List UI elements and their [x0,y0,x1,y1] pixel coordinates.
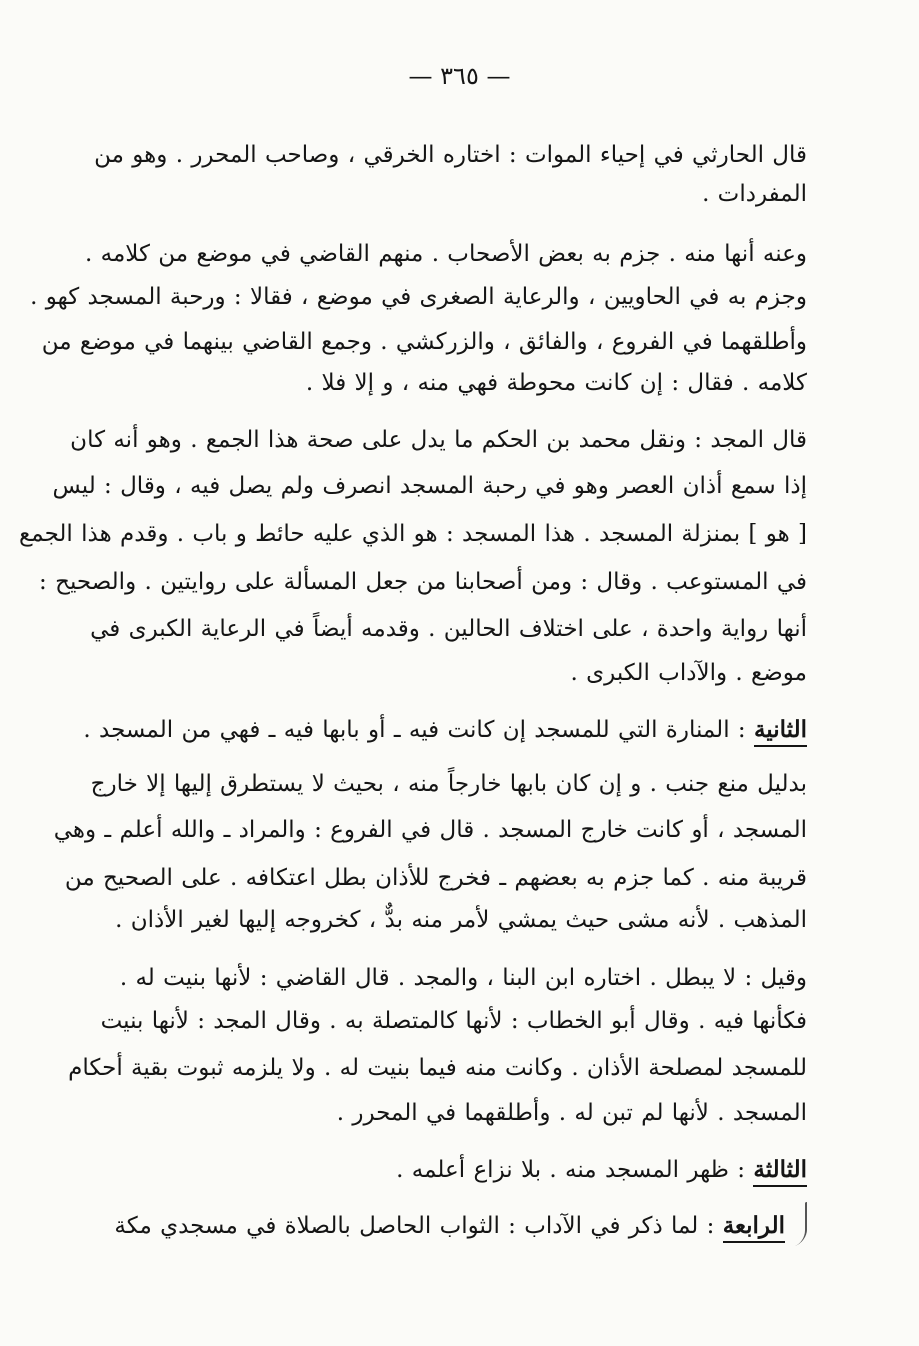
text-line: وأطلقهما في الفروع ، والفائق ، والزركشي . وجمع القاضي بينهما في موضع من [41,329,807,355]
section-term-second: الثانية [754,715,807,747]
text-segment: : ظهر المسجد منه . بلا نزاع أعلمه . [396,1157,746,1183]
text-line [83,712,807,748]
section-term-third: الثالثة [753,1155,807,1187]
text-segment: : المنارة التي للمسجد إن كانت فيه ـ أو بابها فيه ـ فهي من المسجد . [83,717,746,743]
text-line: وقيل : لا يبطل . اختاره ابن البنا ، والمجد . قال القاضي : لأنها بنيت له . [119,965,807,991]
page-number: — ٣٦٥ — [408,62,511,90]
text-line: بدليل منع جنب . و إن كان بابها خارجاً منه ، بحيث لا يستطرق إليها إلا خارج [90,771,807,797]
text-line: في المستوعب . وقال : ومن أصحابنا من جعل المسألة على روايتين . والصحيح : [39,569,807,595]
text-line: للمسجد لمصلحة الأذان . وكانت منه فيما بنيت له . ولا يلزمه ثبوت بقية أحكام [68,1055,807,1081]
text-line [114,1208,785,1244]
margin-bracket-mark [789,1202,807,1249]
text-line: قريبة منه . كما جزم به بعضهم ـ فخرج للأذان بطل اعتكافه . على الصحيح من [64,865,807,891]
text-line: أنها رواية واحدة ، على اختلاف الحالين . وقدمه أيضاً في الرعاية الكبرى في [90,616,807,642]
text-line: المفردات . [702,181,807,207]
text-line: فكأنها فيه . وقال أبو الخطاب : لأنها كالمتصلة به . وقال المجد : لأنها بنيت [100,1008,807,1034]
section-term-fourth: الرابعة [723,1211,785,1243]
text-line [163,1152,807,1188]
text-line: قال الحارثي في إحياء الموات : اختاره الخرقي ، وصاحب المحرر . وهو من [94,142,807,168]
text-line: إذا سمع أذان العصر وهو في رحبة المسجد انصرف ولم يصل فيه ، وقال : ليس [52,473,807,499]
text-line: وعنه أنها منه . جزم به بعض الأصحاب . منهم القاضي في موضع من كلامه . [85,241,807,267]
text-line: قال المجد : ونقل محمد بن الحكم ما يدل على صحة هذا الجمع . وهو أنه كان [70,427,807,453]
text-line: وجزم به في الحاويين ، والرعاية الصغرى في موضع ، فقالا : ورحبة المسجد كهو . [30,284,807,310]
text-line: موضع . والآداب الكبرى . [570,660,807,686]
text-line: [ هو ] بمنزلة المسجد . هذا المسجد : هو الذي عليه حائط و باب . وقدم هذا الجمع [19,521,807,547]
text-line: المسجد ، أو كانت خارج المسجد . قال في الفروع : والمراد ـ والله أعلم ـ وهي [53,817,807,843]
text-line: المذهب . لأنه مشى حيث يمشي لأمر منه بدٌّ ، كخروجه إليها لغير الأذان . [115,907,807,933]
text-line: المسجد . لأنها لم تبن له . وأطلقهما في المحرر . [336,1100,807,1126]
text-segment: : لما ذكر في الآداب : الثواب الحاصل بالصلاة في مسجدي مكة [114,1213,715,1239]
text-line: كلامه . فقال : إن كانت محوطة فهي منه ، و إلا فلا . [305,370,807,396]
